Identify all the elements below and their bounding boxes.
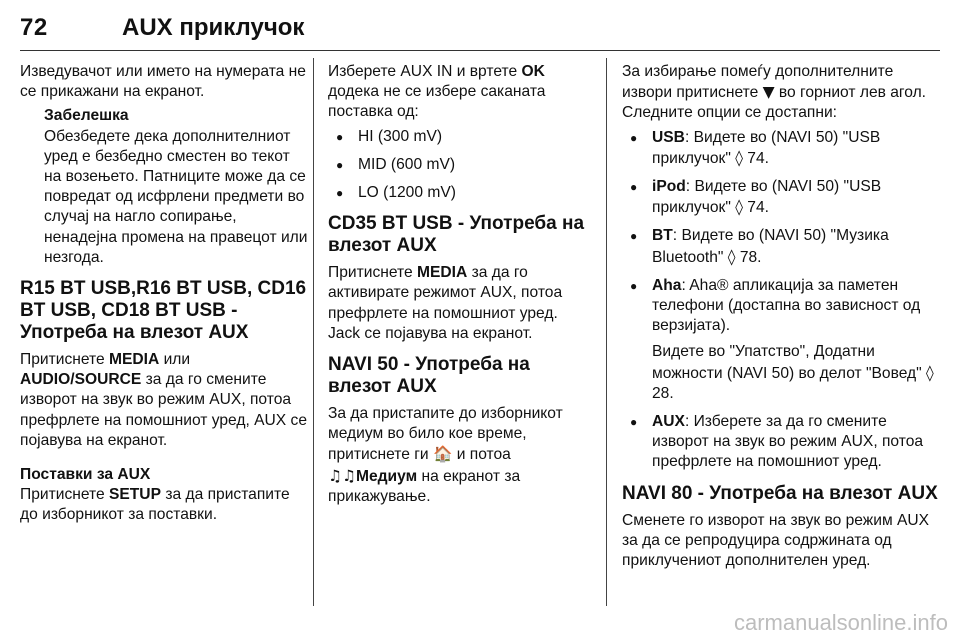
- column-1: [20, 62, 308, 526]
- note-text: Обезбедете дека дополнителниот уред е безбедно сместен во текот на возењето. Патниците може да се повредат од исфрлени предмети во случај на нагло сопирање, ненадејна промена на правецот или незгода.: [44, 127, 308, 266]
- aux-settings-heading: Поставки за AUX: [20, 466, 151, 484]
- column-divider-2: [606, 58, 607, 606]
- down-arrow-icon: ▼: [762, 83, 775, 102]
- media-label: Медиум: [355, 467, 418, 485]
- page-reference-icon: ◊: [727, 247, 736, 266]
- note-title: Забелешка: [44, 107, 129, 125]
- navi50-paragraph: За да пристапите до изборникот медиум во било кое време, притиснете ги 🏠 и потоа ♫♫Медиум на екранот за прикажување.: [328, 405, 563, 505]
- ok-key: OK: [521, 63, 545, 80]
- column-divider-1: [313, 58, 314, 606]
- media-key: MEDIA: [416, 264, 468, 282]
- page-header: [20, 14, 940, 51]
- settings-paragraph: Притиснете SETUP за да пристапите до изборникот за поставки.: [20, 486, 290, 524]
- note-box: [44, 106, 308, 268]
- media-icon: ♫♫: [328, 466, 356, 485]
- sources-intro-paragraph: За избирање помеѓу дополнителните извори притиснете ▼ во горниот лев агол. Следните опции се достапни:: [622, 63, 927, 122]
- list-item: ● iPod: Видете во (NAVI 50) "USB приклучок" ◊ 74.: [622, 177, 940, 218]
- section-heading-navi80: NAVI 80 - Употреба на влезот AUX: [622, 482, 938, 504]
- page-reference-icon: ◊: [735, 198, 743, 217]
- page-reference-icon: ◊: [926, 363, 934, 382]
- column-2: [328, 62, 592, 507]
- section-heading-navi50: NAVI 50 - Употреба на влезот AUX: [328, 354, 530, 398]
- home-icon: 🏠: [432, 445, 453, 464]
- list-item: ● HI (300 mV): [328, 127, 592, 147]
- cd35-paragraph: Притиснете MEDIA за да го активирате режимот AUX, потоа префрлете на помошниот уред. Jack се појавува на екранот.: [328, 264, 563, 342]
- list-item: ● BT: Видете во (NAVI 50) "Музика Bluetooth" ◊ 78.: [622, 226, 940, 267]
- sources-list: [622, 128, 940, 473]
- setup-key: SETUP: [108, 486, 161, 504]
- section-heading-r15: R15 BT USB,R16 BT USB, CD16 BT USB, CD18 BT USB - Употреба на влезот AUX: [20, 278, 307, 344]
- aha-extra: Видете во "Упатство", Додатни можности (NAVI 50) во делот "Вовед" ◊ 28.: [652, 343, 934, 402]
- list-item: ● AUX: Изберете за да го смените изворот на звук во режим AUX, потоа префрлете на помошниот уред.: [622, 412, 940, 473]
- page-title: AUX приклучок: [122, 14, 305, 41]
- section-heading-cd35: CD35 BT USB - Употреба на влезот AUX: [328, 213, 585, 257]
- navi80-paragraph: Сменете го изворот на звук во режим AUX за да се репродуцира содржината од приклучениот дополнителен уред.: [622, 511, 930, 570]
- audio-source-key: AUDIO/SOURCE: [20, 371, 142, 389]
- watermark: carmanualsonline.info: [733, 610, 948, 635]
- aux-in-paragraph: Изберете AUX IN и вртете OK додека не се избере саканата поставка од:: [328, 63, 546, 121]
- list-item: ● MID (600 mV): [328, 155, 592, 175]
- aux-level-list: [328, 127, 592, 204]
- media-key: MEDIA: [108, 351, 160, 369]
- page-number: 72: [20, 14, 48, 41]
- list-item: ● LO (1200 mV): [328, 183, 592, 203]
- column-3: [622, 62, 940, 571]
- page-reference-icon: ◊: [735, 148, 743, 167]
- intro-paragraph: Изведувачот или името на нумерата не се прикажани на екранот.: [20, 63, 306, 101]
- list-item: ● Aha: Aha® апликација за паметен телефони (достапна во зависност од верзијата). Видете во "Упатство", Додатни можности (NAVI 50) во делот "Вовед" ◊ 28.: [622, 276, 940, 404]
- r15-paragraph: Притиснете MEDIA или AUDIO/SOURCE за да го смените изворот на звук во режим AUX, потоа префрлете на помошниот уред, AUX се појавува на екранот.: [20, 351, 307, 449]
- list-item: ● USB: Видете во (NAVI 50) "USB приклучок" ◊ 74.: [622, 128, 940, 169]
